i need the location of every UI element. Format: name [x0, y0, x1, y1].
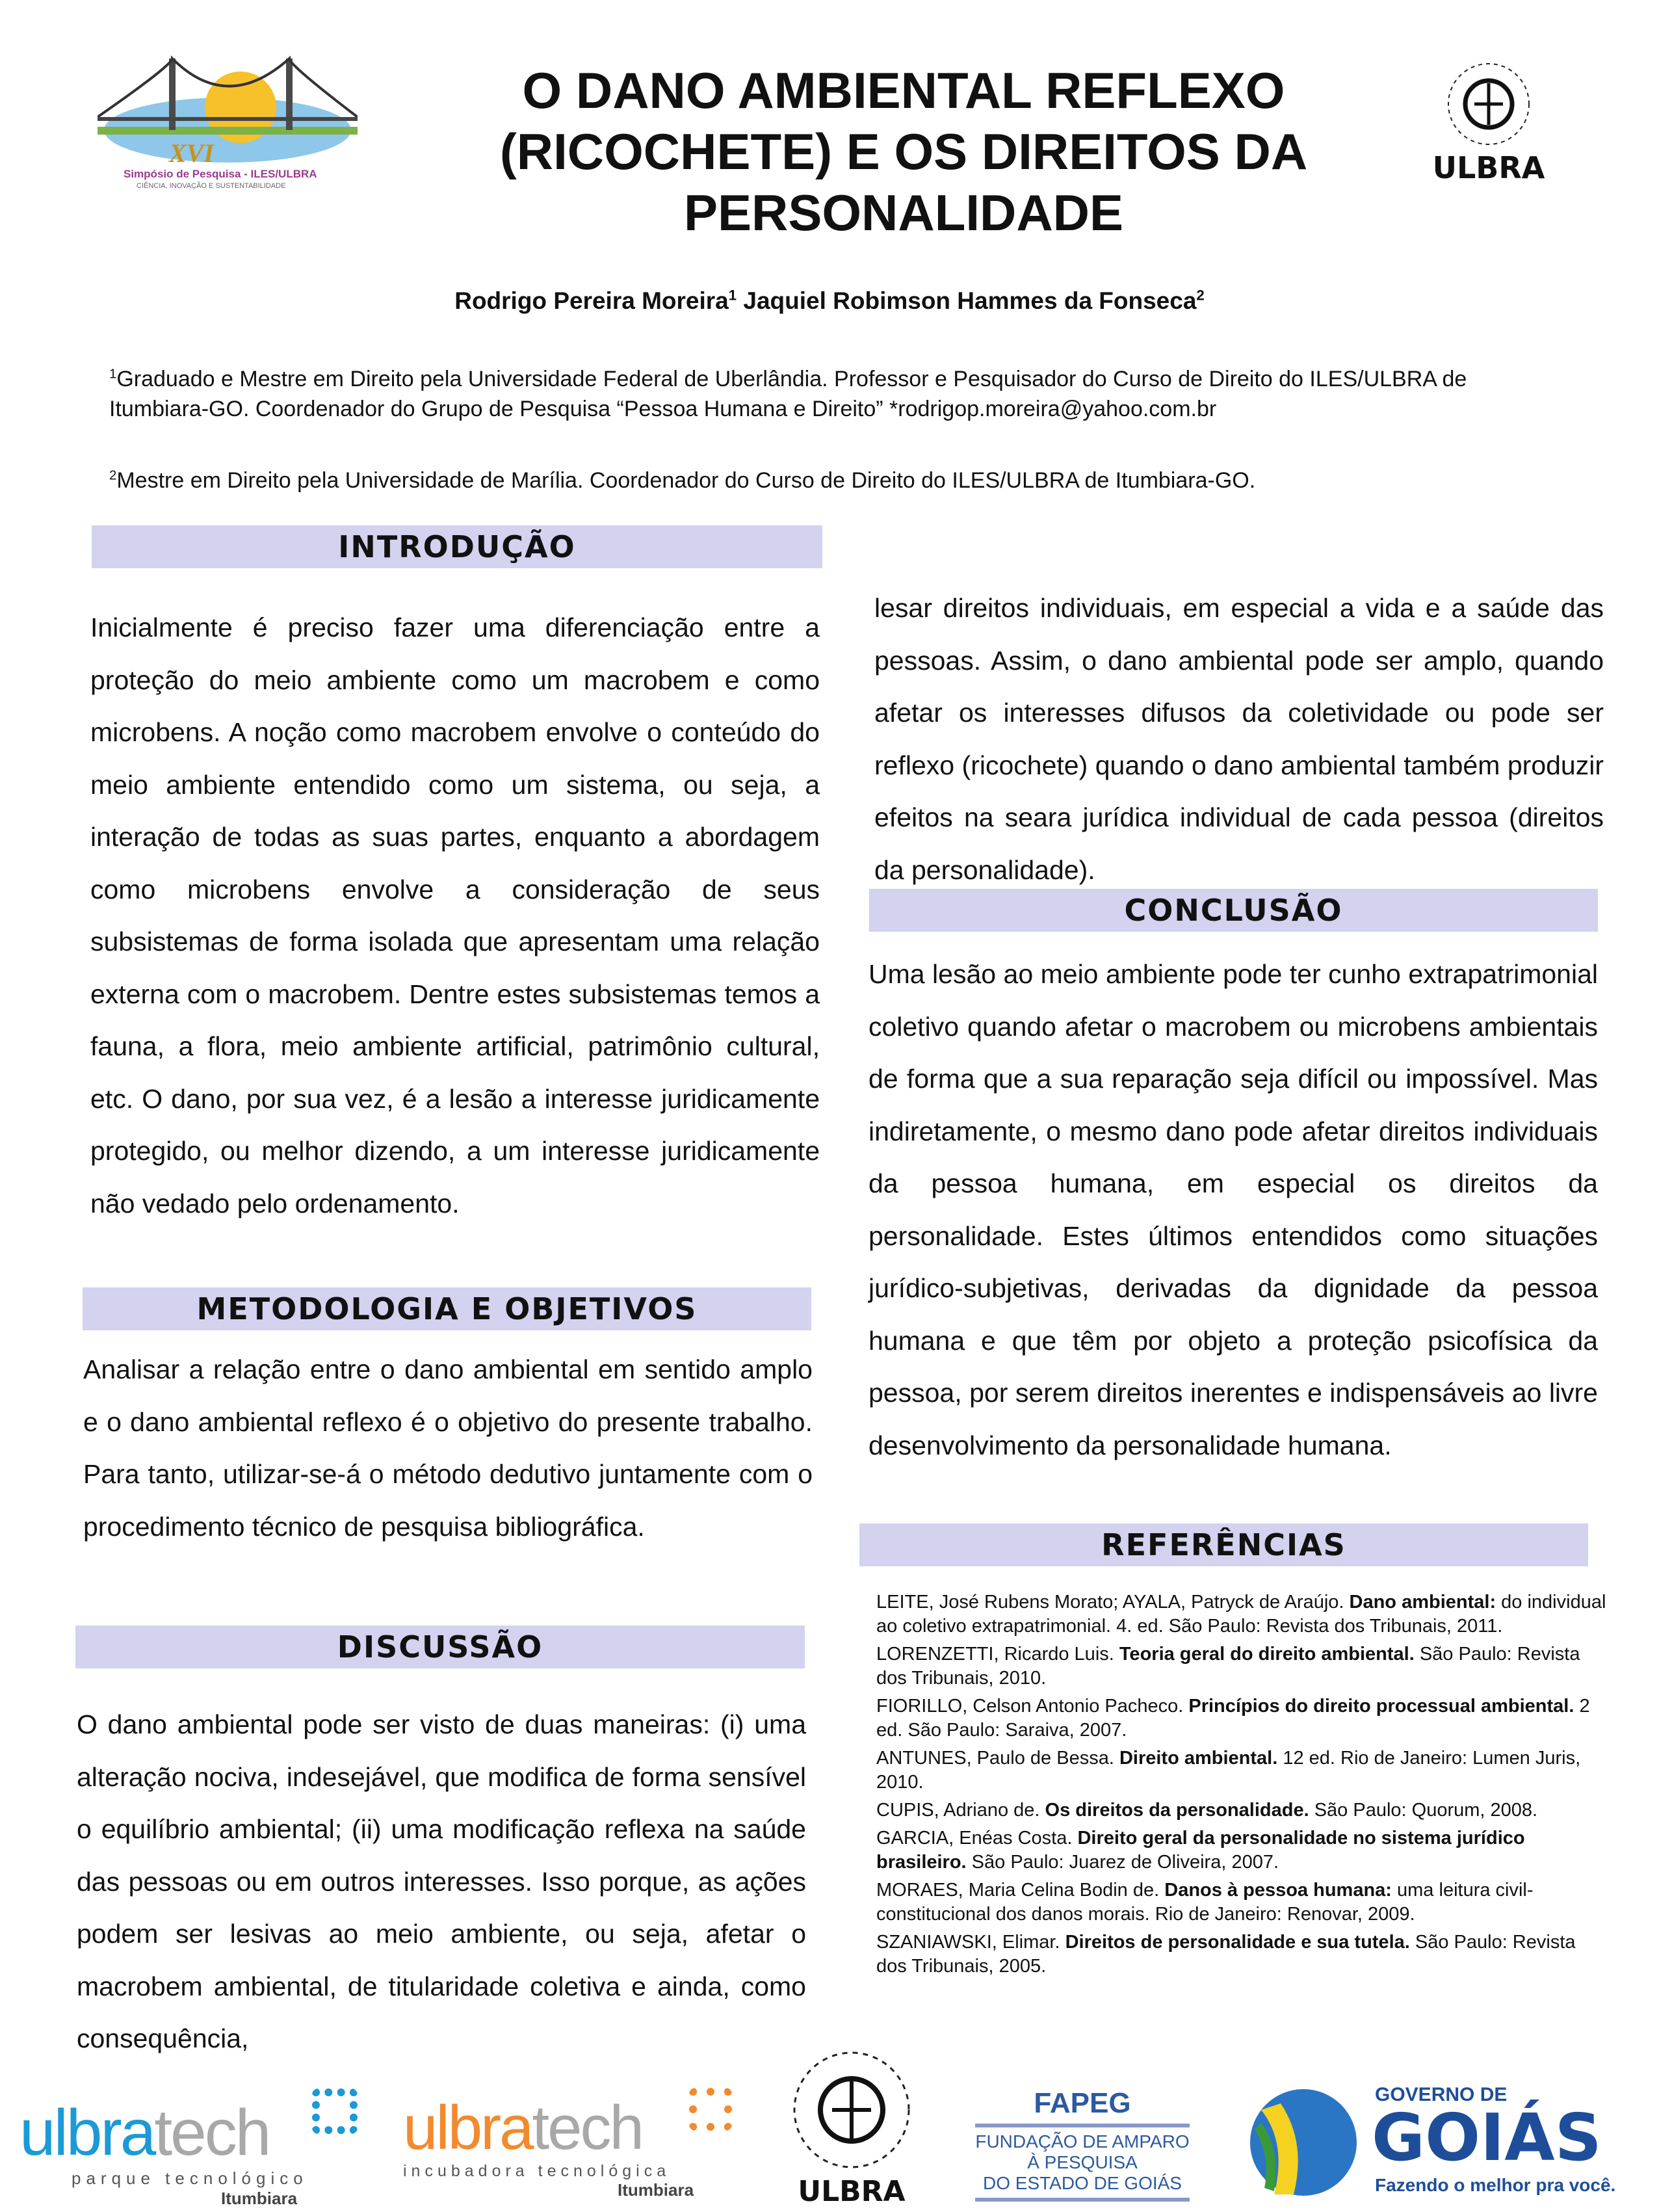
reference-item	[876, 1642, 1611, 1691]
goias-title: GOIÁS	[1372, 2100, 1602, 2176]
reference-text: São Paulo: Juarez de Oliveira, 2007.	[966, 1852, 1279, 1873]
symposium-logo	[98, 52, 358, 202]
ulbratech-inc-sub: incubadora tecnológica	[403, 2162, 671, 2180]
fapeg-sub-3: DO ESTADO DE GOIÁS	[983, 2173, 1182, 2193]
footnote-1	[109, 364, 1572, 424]
ulbra-footer-wordmark: ULBRA	[798, 2175, 906, 2208]
footnote-2	[109, 466, 1572, 495]
reference-text: São Paulo: Revista dos Tribunais, 2005.	[876, 1932, 1576, 1977]
ulbratech-park-b: tech	[154, 2096, 270, 2169]
ulbra-footer-logo	[787, 2048, 917, 2212]
footnote-2-sup: 2	[109, 468, 117, 483]
fapeg-title: FAPEG	[1034, 2087, 1131, 2119]
ulbratech-inc-city: Itumbiara	[618, 2180, 694, 2200]
symposium-number: XVI	[169, 138, 214, 168]
ulbratech-park-a: ulbra	[20, 2096, 155, 2169]
author-1-sup: 1	[728, 287, 737, 304]
reference-item	[876, 1878, 1611, 1927]
ulbratech-inc-pixels-icon	[689, 2088, 732, 2131]
conclusion-text: Uma lesão ao meio ambiente pode ter cunho extrapatrimonial coletivo quando afetar o macrobem ou microbens ambientais de forma que a sua reparação seja difícil ou impossível. Mas indiretamente, o mesmo dano pode afetar direitos individuais da pessoa humana, em especial os direitos da personalidade. Estes últimos entendidos como situações jurídico-subjetivas, derivadas da dignidade da pessoa humana e que têm por objeto a proteção psicofísica da pessoa, por serem direitos inerentes e indispensáveis ao livre desenvolvimento da personalidade humana.	[869, 959, 1598, 1460]
intro-heading: INTRODUÇÃO	[92, 525, 822, 568]
ulbratech-park-sub: parque tecnológico	[72, 2168, 308, 2188]
footnote-2-text: Mestre em Direito pela Universidade de Marília. Coordenador do Curso de Direito do ILES/ULBRA de Itumbiara-GO.	[116, 468, 1256, 493]
reference-text: 12 ed. Rio de Janeiro: Lumen Juris, 2010.	[876, 1748, 1581, 1793]
ulbratech-inc-b: tech	[532, 2093, 642, 2163]
reference-item	[876, 1694, 1611, 1743]
method-text: Analisar a relação entre o dano ambiental em sentido amplo e o dano ambiental reflexo é o objetivo do presente trabalho. Para tanto, utilizar-se-á o método dedutivo juntamente com o procedimento técnico de pesquisa bibliográfica.	[83, 1354, 813, 1542]
ulbra-seal-icon	[1437, 59, 1541, 150]
reference-text: FIORILLO, Celson Antonio Pacheco.	[876, 1696, 1189, 1717]
reference-text: SZANIAWSKI, Elimar.	[876, 1932, 1065, 1953]
reference-item	[876, 1746, 1611, 1795]
reference-item	[876, 1798, 1611, 1823]
reference-title: Direito ambiental.	[1119, 1748, 1278, 1769]
references-list	[876, 1590, 1611, 1982]
intro-text: Inicialmente é preciso fazer uma diferenciação entre a proteção do meio ambiente como um macrobem e como microbens. A noção como macrobem envolve o conteúdo do meio ambiente entendido como um sistema, ou seja, a interação de todas as suas partes, enquanto a abordagem como microbens envolve a consideração de seus subsistemas de forma isolada que apresentam uma relação externa com o macrobem. Dentre estes subsistemas temos a fauna, a flora, meio ambiente artificial, patrimônio cultural, etc. O dano, por sua vez, é a lesão a interesse juridicamente protegido, ou melhor dizendo, a um interesse juridicamente não vedado pelo ordenamento.	[90, 612, 820, 1218]
footnote-1-text: Graduado e Mestre em Direito pela Universidade Federal de Uberlândia. Professor e Pesquisador do Curso de Direito do ILES/ULBRA de Itumbiara-GO. Coordenador do Grupo de Pesquisa “Pessoa Humana e Direito” *rodrigop.moreira@yahoo.com.br	[109, 367, 1467, 421]
symposium-name: Simpósio de Pesquisa - ILES/ULBRA	[124, 168, 317, 180]
author-2-sup: 2	[1196, 287, 1205, 304]
reference-text: 2 ed. São Paulo: Saraiva, 2007.	[876, 1696, 1590, 1741]
ulbratech-park-logo	[20, 2096, 371, 2211]
goias-logo	[1242, 2084, 1619, 2201]
discussion-heading: DISCUSSÃO	[75, 1626, 805, 1668]
author-1: Rodrigo Pereira Moreira	[454, 287, 729, 314]
goias-top: GOVERNO DE	[1375, 2084, 1508, 2105]
reference-title: Direito geral da personalidade no sistema jurídico brasileiro.	[876, 1828, 1525, 1873]
reference-title: Danos à pessoa humana:	[1164, 1880, 1392, 1901]
authors	[0, 287, 1659, 315]
ulbratech-pixels-icon	[312, 2088, 358, 2134]
reference-text: LORENZETTI, Ricardo Luis.	[876, 1644, 1119, 1665]
goias-globe-icon	[1242, 2084, 1365, 2201]
footnote-1-sup: 1	[109, 367, 117, 382]
references-heading: REFERÊNCIAS	[859, 1523, 1588, 1566]
bridge-icon	[98, 52, 358, 163]
reference-title: Dano ambiental:	[1349, 1592, 1496, 1613]
ulbratech-inc-a: ulbra	[403, 2093, 532, 2163]
discussion-text: O dano ambiental pode ser visto de duas maneiras: (i) uma alteração nociva, indesejável, que modifica de forma sensível o equilíbrio ambiental; (ii) uma modificação reflexa na saúde das pessoas ou em outros interesses. Isso porque, as ações podem ser lesivas ao meio ambiente, ou seja, afetar o macrobem ambiental, de titularidade coletiva e ainda, como consequência,	[77, 1709, 806, 2053]
reference-title: Os direitos da personalidade.	[1045, 1800, 1309, 1821]
ulbra-footer-seal-icon	[787, 2048, 917, 2172]
ulbratech-park-city: Itumbiara	[221, 2189, 298, 2208]
author-2: Jaquiel Robimson Hammes da Fonseca	[743, 287, 1197, 314]
reference-text: ANTUNES, Paulo de Bessa.	[876, 1748, 1119, 1769]
reference-title: Teoria geral do direito ambiental.	[1119, 1644, 1415, 1665]
ulbratech-incubator-logo	[403, 2093, 741, 2201]
goias-slogan: Fazendo o melhor pra você.	[1375, 2175, 1616, 2195]
reference-item	[876, 1590, 1611, 1639]
fapeg-logo	[975, 2087, 1190, 2205]
ulbra-logo	[1417, 59, 1560, 185]
fapeg-sub-1: FUNDAÇÃO DE AMPARO	[975, 2131, 1190, 2152]
ulbra-wordmark: ULBRA	[1432, 150, 1545, 185]
method-heading: METODOLOGIA E OBJETIVOS	[83, 1287, 811, 1330]
reference-text: LEITE, José Rubens Morato; AYALA, Patryck de Araújo.	[876, 1592, 1350, 1613]
reference-text: GARCIA, Enéas Costa.	[876, 1828, 1078, 1849]
symposium-tagline: CIÊNCIA, INOVAÇÃO E SUSTENTABILIDADE	[137, 182, 286, 190]
reference-text: do individual ao coletivo extrapatrimonial. 4. ed. São Paulo: Revista dos Tribunais, 2011.	[876, 1592, 1606, 1637]
reference-text: São Paulo: Quorum, 2008.	[1309, 1800, 1538, 1821]
reference-text: São Paulo: Revista dos Tribunais, 2010.	[876, 1644, 1580, 1689]
reference-text: CUPIS, Adriano de.	[876, 1800, 1045, 1821]
conclusion-heading: CONCLUSÃO	[869, 889, 1598, 932]
fapeg-sub-2: À PESQUISA	[1027, 2152, 1138, 2172]
reference-title: Princípios do direito processual ambiental.	[1188, 1696, 1574, 1717]
reference-item	[876, 1930, 1611, 1979]
discussion-continued-text: lesar direitos individuais, em especial a vida e a saúde das pessoas. Assim, o dano ambiental pode ser amplo, quando afetar os interesses difusos da coletividade ou pode ser reflexo (ricochete) quando o dano ambiental também produzir efeitos na seara jurídica individual de cada pessoa (direitos da personalidade).	[874, 593, 1604, 885]
reference-title: Direitos de personalidade e sua tutela.	[1065, 1932, 1410, 1953]
reference-text: MORAES, Maria Celina Bodin de.	[876, 1880, 1165, 1901]
page-title: O DANO AMBIENTAL REFLEXO (RICOCHETE) E OS DIREITOS DA PERSONALIDADE	[499, 62, 1308, 241]
reference-text: uma leitura civil-constitucional dos danos morais. Rio de Janeiro: Renovar, 2009.	[876, 1880, 1534, 1925]
reference-item	[876, 1826, 1611, 1875]
